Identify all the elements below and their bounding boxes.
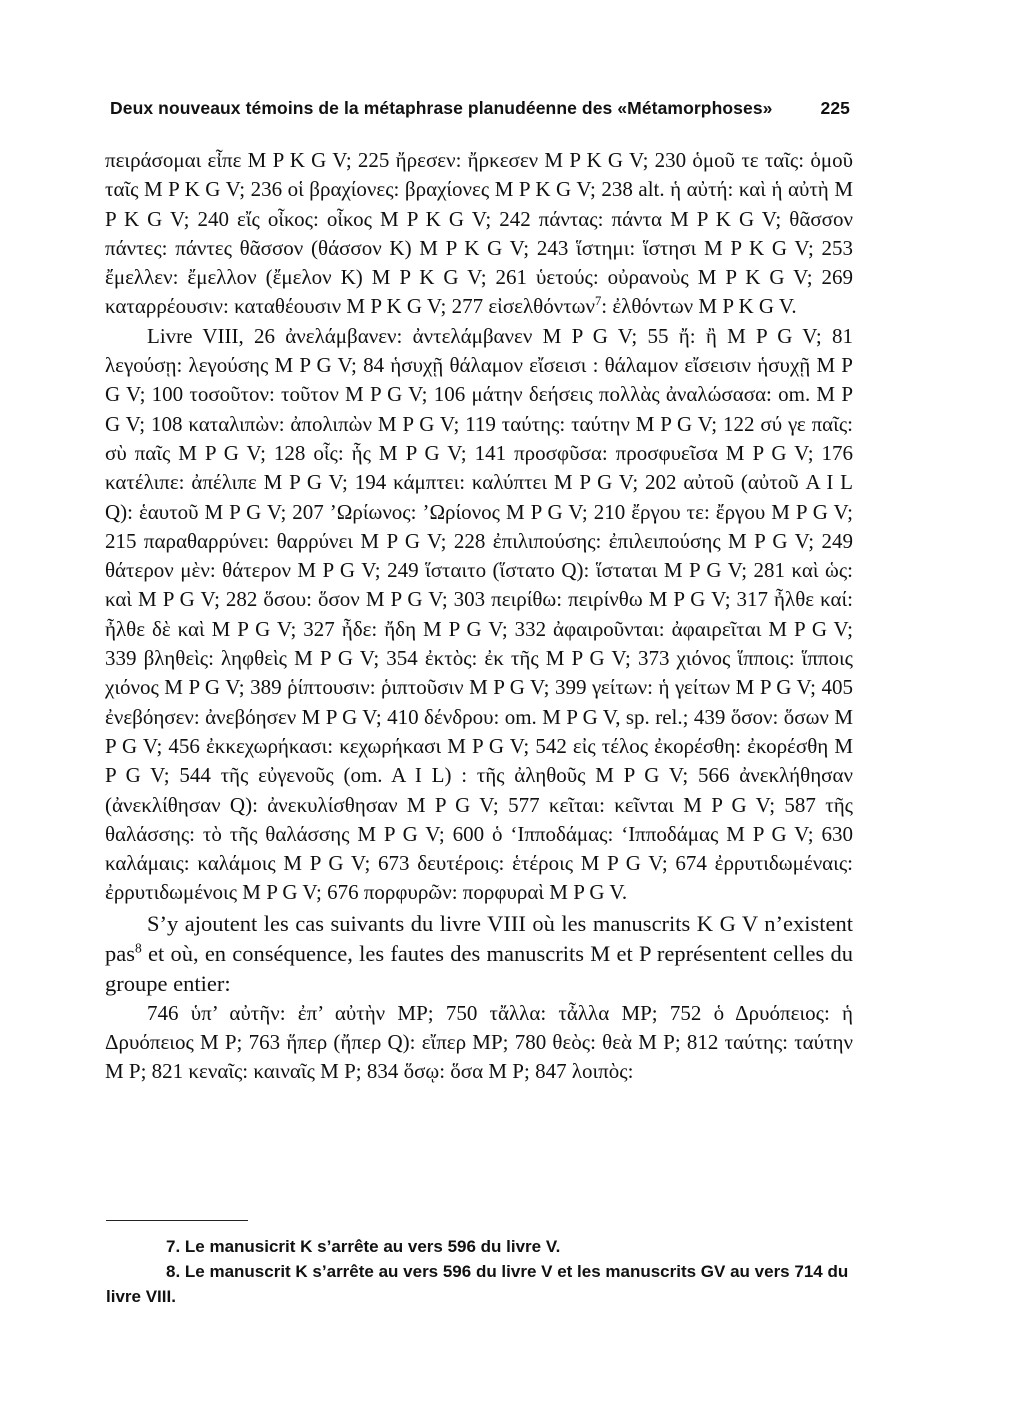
page-number: 225 <box>820 98 850 118</box>
footnotes <box>106 1234 852 1309</box>
apparatus-continued-end: : ἐλθόντων M P K G V. <box>601 294 797 319</box>
apparatus-paragraph-group: 746 ὑπ’ αὐτῆν: ἐπ’ αὐτὴν MP; 750 τἄλλα: τἆλλα MP; 752 ὁ Δρυόπειος: ἡ Δρυόπειος M P; 763 ἥπερ (ἤπερ Q): εἴπερ MP; 780 θεὸς: θεὰ M P; 812 ταύτης: ταύτην M P; 821 κεναῖς: καιναῖς M P; 834 ὅσῳ: ὅσα M P; 847 λοιπὸς: <box>105 1000 853 1084</box>
footnote-ref-7: 7 <box>594 294 602 309</box>
apparatus-continued-text: πειράσομαι εἶπε M P K G V; 225 ἤρεσεν: ἤρκεσεν M P K G V; 230 ὁμοῦ τε ταῖς: ὁμοῦ ταῖς M P K G V; 236 οἱ βραχίονες: βραχίονες M P K G V; 238 alt. ἡ αὐτή: καὶ ἡ αὐτὴ M P K G V; 240 εἴς οἶκος: οἶκος M P K G V; 242 πάντας: πάντα M P K G V; θᾶσσον πάντες: πάντες θᾶσσον (θάσσον K) M P K G V; 243 ἵστημι: ἵστησι M P K G V; 253 ἔμελλεν: ἔμελλον (ἔμελον K) M P K G V; 261 ὑετούς: οὐρανοὺς M P K G V; 269 καταρρέουσιν: καταθέουσιν M P K G V; 277 εἰσελθόντων <box>105 148 853 319</box>
french-text-before-note: S’y ajoutent les cas suivants du livre VIII où les manuscrits K G V n’existent pas <box>105 910 853 966</box>
body-text <box>105 146 853 1087</box>
french-text-after-note: et où, en conséquence, les fautes des manuscrits M et P représentent celles du groupe entier: <box>105 940 853 996</box>
french-paragraph <box>105 909 853 999</box>
footnote-ref-8: 8 <box>135 940 142 956</box>
running-head <box>110 98 850 119</box>
apparatus-paragraph-book-8: Livre VIII, 26 ἀνελάμβανεν: ἀντελάμβανεν M P G V; 55 ἤ: ἢ M P G V; 81 λεγούσῃ: λεγούσης M P G V; 84 ἡσυχῇ θάλαμον εἴσεισι : θάλαμον εἴσεισιν ἡσυχῇ M P G V; 100 τοσοῦτον: τοῦτον M P G V; 106 μάτην δεήσεις πολλὰς ἀναλώσασα: om. M P G V; 108 καταλιπὼν: ἀπολιπὼν M P G V; 119 ταύτης: ταύτην M P G V; 122 σύ γε παῖς: σὺ παῖς M P G V; 128 οἷς: ἧς M P G V; 141 προσφῦσα: προσφυεῖσα M P G V; 176 κατέλιπε: ἀπέλιπε M P G V; 194 κάμπτει: καλύπτει M P G V; 202 αὐτοῦ (αὐτοῦ A I L Q): ἑαυτοῦ M P G V; 207 ’Ωρίωνος: ’Ωρίονος M P G V; 210 ἔργου τε: ἔργου M P G V; 215 παραθαρρύνει: θαρρύνει M P G V; 228 ἐπιλιπούσης: ἐπιλειπούσης M P G V; 249 θάτερον μὲν: θάτερον M P G V; 249 ἵσταιτο (ἵστατο Q): ἵσταται M P G V; 281 καὶ ὡς: καὶ M P G V; 282 ὅσου: ὅσον M P G V; 303 πειρίθω: πειρίνθω M P G V; 317 ἦλθε καί: ἦλθε δὲ καὶ M P G V; 327 ἦδε: ἤδη M P G V; 332 ἀφαιροῦνται: ἀφαιρεῖται M P G V; 339 βληθεὶς: ληφθεὶς M P G V; 354 ἐκτὸς: ἐκ τῆς M P G V; 373 χιόνος ἵπποις: ἵπποις χιόνος M P G V; 389 ῥίπτουσιν: ῥιπτοῦσιν M P G V; 399 γείτων: ἡ γείτων M P G V; 405 ἐνεβόησεν: ἀνεβόησεν M P G V; 410 δένδρου: om. M P G V, sp. rel.; 439 ὅσον: ὅσων M P G V; 456 ἐκκεχωρήκασι: κεχωρήκασι M P G V; 542 εἰς τέλος ἐκορέσθη: ἐκορέσθη M P G V; 544 τῆς εὐγενοῦς (om. A I L) : τῆς ἀληθοῦς M P G V; 566 ἀνεκλήθησαν (ἀνεκλίθησαν Q): ἀνεκυλίσθησαν M P G V; 577 κεῖται: κεῖνται M P G V; 587 τῆς θαλάσσης: τὸ τῆς θαλάσσης M P G V; 600 ὁ ‘Ιπποδάμας: ‘Ιπποδάμας M P G V; 630 καλάμαις: καλάμοις M P G V; 673 δευτέροις: ἑτέροις M P G V; 674 ἐρρυτιδωμέναις: ἐρρυτιδωμένοις M P G V; 676 πορφυρῶν: πορφυραὶ M P G V. <box>105 323 853 905</box>
footnote-8: 8. Le manuscrit K s’arrête au vers 596 du livre V et les manuscrits GV au vers 714 du livre VIII. <box>106 1262 849 1306</box>
running-head-title: Deux nouveaux témoins de la métaphrase planudéenne des «Métamorphoses» <box>110 98 773 118</box>
footnote-rule <box>106 1220 248 1221</box>
apparatus-paragraph-continued <box>105 146 853 322</box>
footnote-7: 7. Le manusicrit K s’arrête au vers 596 du livre V. <box>166 1237 561 1256</box>
